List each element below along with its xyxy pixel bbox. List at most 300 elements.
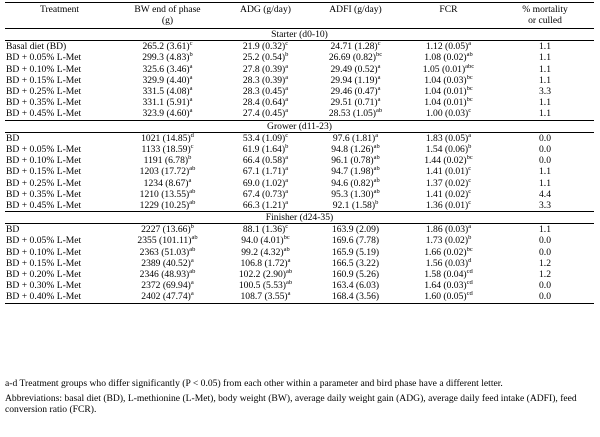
cell-adfi-value: 26.69 (0.82) <box>328 52 377 64</box>
cell-adfi <box>310 247 401 258</box>
phase-label: Grower (d11-23) <box>5 120 594 132</box>
cell-adfi <box>310 97 401 108</box>
cell-mortality <box>496 64 594 75</box>
table-row <box>5 155 594 166</box>
cell-fcr <box>401 132 496 144</box>
cell-mortality-value: 1.1 <box>539 41 551 53</box>
significance-letter: b <box>189 52 193 59</box>
header-bw-line2: (g) <box>161 15 174 26</box>
significance-letter: c <box>190 143 194 150</box>
results-table <box>5 2 594 304</box>
significance-letter: bc <box>283 235 290 242</box>
cell-bw <box>114 144 221 155</box>
significance-letter: ab <box>373 166 380 173</box>
cell-adfi <box>310 52 401 63</box>
significance-letter: c <box>468 177 472 184</box>
cell-mortality <box>496 258 594 269</box>
cell-adg-value: 88.1 (1.36) <box>242 224 286 236</box>
cell-adg <box>221 132 310 144</box>
significance-letter: b <box>285 52 289 59</box>
cell-fcr <box>401 166 496 177</box>
cell-bw <box>114 108 221 120</box>
cell-treatment-value: BD + 0.20% L-Met <box>6 269 82 281</box>
significance-letter: a <box>285 177 289 184</box>
cell-treatment-value: BD + 0.15% L-Met <box>6 257 82 269</box>
significance-letter: ab <box>373 177 380 184</box>
significance-letter: a <box>189 74 193 81</box>
significance-letter: c <box>285 40 289 48</box>
cell-bw <box>114 64 221 75</box>
cell-fcr-value: 1.04 (0.01) <box>424 86 467 98</box>
significance-letter: ab <box>286 268 293 275</box>
cell-treatment-value: BD + 0.15% L-Met <box>6 74 82 86</box>
cell-treatment-value: BD + 0.05% L-Met <box>6 143 82 155</box>
cell-fcr <box>401 64 496 75</box>
cell-adfi <box>310 269 401 280</box>
cell-adfi <box>310 235 401 246</box>
cell-mortality <box>496 269 594 280</box>
cell-bw <box>114 189 221 200</box>
cell-fcr-value: 1.12 (0.05) <box>425 41 469 53</box>
significance-letter: d <box>468 257 472 264</box>
significance-letter: c <box>285 223 289 231</box>
cell-fcr <box>401 291 496 303</box>
cell-mortality <box>496 52 594 63</box>
cell-treatment-value: BD + 0.35% L-Met <box>6 188 82 200</box>
table-row <box>5 97 594 108</box>
significance-letter: c <box>468 188 472 195</box>
cell-adfi <box>310 75 401 86</box>
header-adfi: ADFI (g/day) <box>310 3 401 29</box>
cell-adg <box>221 177 310 188</box>
significance-letter: a <box>285 74 289 81</box>
cell-fcr <box>401 41 496 53</box>
cell-adg <box>221 144 310 155</box>
cell-fcr-value: 1.08 (0.02) <box>424 52 467 64</box>
cell-fcr-value: 1.86 (0.03) <box>425 224 469 236</box>
cell-bw <box>114 177 221 188</box>
significance-letter: ab <box>191 235 198 242</box>
cell-adfi-value: 97.6 (1.81) <box>332 132 376 144</box>
cell-mortality-value: 4.4 <box>539 188 551 200</box>
significance-letter: a <box>377 85 381 92</box>
cell-bw <box>114 132 221 144</box>
cell-fcr <box>401 52 496 63</box>
cell-adg-value: 100.5 (5.53) <box>238 280 287 292</box>
cell-fcr-value: 1.64 (0.03) <box>424 280 467 292</box>
significance-letter: d <box>190 132 194 139</box>
cell-adg-value: 99.2 (4.32) <box>241 246 284 258</box>
table-row <box>5 86 594 97</box>
header-bw <box>114 3 221 29</box>
cell-mortality <box>496 155 594 166</box>
cell-treatment <box>5 247 114 258</box>
significance-letter: a <box>189 97 193 104</box>
cell-treatment-value: Basal diet (BD) <box>6 41 67 53</box>
significance-letter: cd <box>466 280 473 287</box>
cell-adg-value: 67.1 (1.71) <box>242 166 286 178</box>
cell-bw <box>114 52 221 63</box>
cell-treatment-value: BD + 0.25% L-Met <box>6 86 82 98</box>
cell-treatment <box>5 224 114 236</box>
significance-letter: a <box>287 257 291 264</box>
cell-fcr <box>401 97 496 108</box>
table-row <box>5 224 594 236</box>
cell-adfi-value: 96.1 (0.78) <box>331 155 374 167</box>
cell-fcr-value: 1.37 (0.02) <box>425 177 469 189</box>
cell-adg <box>221 75 310 86</box>
significance-letter: b <box>188 155 192 161</box>
significance-letter: ab <box>189 166 196 173</box>
significance-letter: a <box>189 108 193 115</box>
cell-adfi-value: 166.5 (3.22) <box>331 257 380 269</box>
significance-letter: c <box>189 40 193 48</box>
significance-letter: cd <box>466 291 473 298</box>
header-mortality-line2: or culled <box>528 15 562 26</box>
cell-mortality <box>496 97 594 108</box>
cell-fcr-value: 1.00 (0.03) <box>425 108 469 120</box>
significance-letter: c <box>377 40 381 48</box>
table-row <box>5 189 594 200</box>
cell-fcr <box>401 75 496 86</box>
significance-letter: ab <box>283 246 290 253</box>
significance-letter: bc <box>466 74 473 81</box>
cell-fcr-value: 1.73 (0.02) <box>425 235 469 247</box>
cell-adg-value: 25.2 (0.54) <box>242 52 286 64</box>
cell-bw-value: 2355 (101.11) <box>137 235 192 247</box>
significance-letter: ab <box>189 199 196 206</box>
significance-letter: a <box>377 63 381 70</box>
cell-adg <box>221 64 310 75</box>
significance-letter: a <box>287 291 291 298</box>
significance-letter: abc <box>465 63 475 70</box>
cell-adg <box>221 224 310 236</box>
cell-treatment-value: BD + 0.15% L-Met <box>6 166 82 178</box>
cell-adfi-value: 165.9 (5.19) <box>331 246 380 258</box>
cell-bw-value: 1021 (14.85) <box>141 132 191 144</box>
cell-mortality <box>496 247 594 258</box>
cell-mortality <box>496 291 594 303</box>
table-row <box>5 52 594 63</box>
cell-adg <box>221 41 310 53</box>
significance-letter: ab <box>466 52 473 59</box>
cell-adfi <box>310 108 401 120</box>
cell-fcr <box>401 280 496 291</box>
cell-mortality-value: 0.0 <box>539 143 551 155</box>
cell-adfi-value: 169.6 (7.78) <box>331 235 380 247</box>
significance-letter: ab <box>189 188 196 195</box>
cell-mortality-value: 1.1 <box>539 177 551 189</box>
significance-letter: ab <box>373 155 380 161</box>
cell-treatment <box>5 280 114 291</box>
significance-letter: a <box>285 85 289 92</box>
cell-bw-value: 2363 (51.03) <box>139 246 190 258</box>
cell-fcr <box>401 247 496 258</box>
significance-letter: a <box>285 97 289 104</box>
cell-treatment <box>5 155 114 166</box>
cell-adg-value: 28.3 (0.45) <box>242 86 286 98</box>
cell-bw <box>114 269 221 280</box>
significance-letter: a <box>377 97 381 104</box>
cell-treatment <box>5 235 114 246</box>
cell-mortality <box>496 189 594 200</box>
cell-fcr-value: 1.58 (0.04) <box>424 269 467 281</box>
cell-fcr <box>401 189 496 200</box>
cell-adg <box>221 235 310 246</box>
document-page <box>0 2 600 437</box>
cell-adg <box>221 280 310 291</box>
cell-mortality-value: 0.0 <box>539 246 551 258</box>
cell-mortality <box>496 144 594 155</box>
cell-adfi <box>310 189 401 200</box>
cell-treatment-value: BD + 0.25% L-Met <box>6 177 82 189</box>
cell-bw <box>114 258 221 269</box>
cell-treatment <box>5 41 114 53</box>
significance-letter: b <box>468 143 472 150</box>
cell-mortality <box>496 86 594 97</box>
cell-treatment <box>5 75 114 86</box>
cell-mortality-value: 0.0 <box>539 291 551 303</box>
cell-bw-value: 2389 (40.52) <box>141 257 191 269</box>
significance-letter: ab <box>373 143 380 150</box>
cell-adfi <box>310 86 401 97</box>
cell-bw <box>114 155 221 166</box>
cell-fcr-value: 1.60 (0.05) <box>424 291 467 303</box>
cell-bw <box>114 200 221 212</box>
table-row <box>5 108 594 120</box>
cell-treatment <box>5 291 114 303</box>
significance-letter: ab <box>373 188 380 195</box>
cell-bw-value: 2227 (13.66) <box>141 224 191 236</box>
cell-adfi-value: 94.8 (1.26) <box>331 143 374 155</box>
cell-adg-value: 66.4 (0.58) <box>242 155 286 167</box>
cell-adg <box>221 86 310 97</box>
significance-letter: a <box>190 280 194 287</box>
significance-letter: b <box>285 143 289 150</box>
cell-treatment <box>5 132 114 144</box>
phase-header-row <box>5 29 594 41</box>
cell-fcr-value: 1.36 (0.01) <box>425 199 469 211</box>
header-bw-line1: BW end of phase <box>134 4 201 15</box>
cell-adfi-value: 28.53 (1.05) <box>328 108 377 120</box>
cell-bw-value: 2346 (48.93) <box>139 269 190 281</box>
header-mortality-line1: % mortality <box>522 4 568 15</box>
cell-bw <box>114 41 221 53</box>
cell-adg <box>221 155 310 166</box>
significance-letter: a <box>468 223 472 231</box>
cell-mortality <box>496 41 594 53</box>
cell-bw <box>114 280 221 291</box>
cell-adg-value: 66.3 (1.21) <box>242 199 286 211</box>
significance-letter: a <box>285 63 289 70</box>
footnotes <box>5 378 595 419</box>
significance-letter: c <box>468 166 472 173</box>
cell-fcr <box>401 258 496 269</box>
cell-adg-value: 61.9 (1.64) <box>242 143 286 155</box>
cell-mortality-value: 3.3 <box>539 86 551 98</box>
cell-adfi-value: 163.4 (6.03) <box>331 280 380 292</box>
cell-mortality <box>496 132 594 144</box>
cell-fcr-value: 1.66 (0.02) <box>424 246 467 258</box>
header-fcr: FCR <box>401 3 496 29</box>
phase-header-row <box>5 212 594 224</box>
cell-adg-value: 21.9 (0.32) <box>242 41 286 53</box>
cell-treatment-value: BD + 0.10% L-Met <box>6 63 82 75</box>
header-treatment: Treatment <box>5 3 114 29</box>
cell-mortality <box>496 166 594 177</box>
cell-fcr <box>401 108 496 120</box>
table-row <box>5 144 594 155</box>
cell-adg-value: 27.4 (0.45) <box>242 108 286 120</box>
cell-mortality-value: 1.1 <box>539 52 551 64</box>
cell-adfi-value: 29.49 (0.52) <box>330 63 378 75</box>
cell-treatment <box>5 97 114 108</box>
header-adg: ADG (g/day) <box>221 3 310 29</box>
significance-letter: ab <box>189 246 196 253</box>
cell-fcr <box>401 177 496 188</box>
cell-mortality-value: 1.1 <box>539 74 551 86</box>
cell-treatment-value: BD + 0.10% L-Met <box>6 246 82 258</box>
cell-mortality <box>496 200 594 212</box>
cell-treatment <box>5 269 114 280</box>
phase-label: Finisher (d24-35) <box>5 212 594 224</box>
cell-bw-value: 1191 (6.78) <box>143 155 189 167</box>
significance-letter: bc <box>466 246 473 253</box>
cell-fcr <box>401 235 496 246</box>
cell-treatment-value: BD + 0.45% L-Met <box>6 199 82 211</box>
cell-adfi <box>310 144 401 155</box>
cell-bw <box>114 291 221 303</box>
significance-letter: b <box>190 223 194 231</box>
cell-mortality-value: 0.0 <box>539 155 551 167</box>
cell-treatment <box>5 86 114 97</box>
cell-mortality <box>496 280 594 291</box>
cell-adfi <box>310 41 401 53</box>
cell-treatment-value: BD <box>6 224 20 236</box>
phase-label: Starter (d0-10) <box>5 29 594 41</box>
header-mortality <box>496 3 594 29</box>
cell-adfi-value: 24.71 (1.28) <box>330 41 378 53</box>
cell-mortality-value: 1.1 <box>539 97 551 109</box>
cell-adg <box>221 189 310 200</box>
significance-letter: c <box>468 199 472 206</box>
cell-fcr-value: 1.04 (0.01) <box>424 97 467 109</box>
cell-adg <box>221 269 310 280</box>
cell-bw-value: 299.3 (4.83) <box>142 52 190 64</box>
cell-bw-value: 1229 (10.25) <box>139 199 190 211</box>
cell-fcr-value: 1.41 (0.02) <box>425 188 469 200</box>
cell-fcr <box>401 269 496 280</box>
table-row <box>5 291 594 303</box>
table-row <box>5 258 594 269</box>
cell-adfi <box>310 64 401 75</box>
cell-adg-value: 28.4 (0.64) <box>242 97 286 109</box>
cell-adfi-value: 163.9 (2.09) <box>331 224 380 236</box>
cell-mortality-value: 0.0 <box>539 235 551 247</box>
cell-bw-value: 2402 (47.74) <box>141 291 191 303</box>
significance-letter: c <box>468 108 472 115</box>
cell-treatment-value: BD + 0.40% L-Met <box>6 291 82 303</box>
abbreviations-note: Abbreviations: basal diet (BD), L-methionine (L-Met), body weight (BW), average daily weight gain (ADG), average daily feed intake (ADFI), feed conversion ratio (FCR). <box>5 392 577 416</box>
cell-bw <box>114 166 221 177</box>
cell-fcr-value: 1.44 (0.02) <box>424 155 467 167</box>
cell-bw-value: 331.5 (4.08) <box>142 86 190 98</box>
cell-bw-value: 2372 (69.94) <box>141 280 191 292</box>
cell-adg-value: 28.3 (0.39) <box>242 74 286 86</box>
significance-letter: ab <box>286 280 293 287</box>
phase-header-row <box>5 120 594 132</box>
cell-fcr <box>401 200 496 212</box>
cell-adfi-value: 29.94 (1.19) <box>330 74 378 86</box>
cell-fcr <box>401 224 496 236</box>
cell-treatment <box>5 177 114 188</box>
cell-adg-value: 69.0 (1.02) <box>242 177 286 189</box>
significance-letter: bc <box>466 97 473 104</box>
cell-mortality-value: 1.2 <box>539 269 551 281</box>
cell-treatment-value: BD + 0.45% L-Met <box>6 108 82 120</box>
cell-bw <box>114 247 221 258</box>
cell-adfi-value: 94.7 (1.98) <box>331 166 374 178</box>
cell-adg <box>221 97 310 108</box>
cell-adfi-value: 95.3 (1.30) <box>331 188 374 200</box>
cell-adg <box>221 166 310 177</box>
cell-adfi <box>310 155 401 166</box>
cell-fcr-value: 1.54 (0.06) <box>425 143 469 155</box>
cell-adfi-value: 29.51 (0.71) <box>330 97 378 109</box>
cell-adg <box>221 258 310 269</box>
cell-adfi-value: 29.46 (0.47) <box>330 86 378 98</box>
cell-treatment-value: BD <box>6 132 20 144</box>
cell-mortality-value: 1.1 <box>539 224 551 236</box>
cell-fcr-value: 1.41 (0.01) <box>425 166 469 178</box>
cell-fcr-value: 1.56 (0.03) <box>425 257 469 269</box>
cell-bw-value: 331.1 (5.91) <box>142 97 190 109</box>
table-row <box>5 269 594 280</box>
cell-adg-value: 102.2 (2.90) <box>238 269 287 281</box>
significance-letter: a <box>190 257 194 264</box>
significance-letter: bc <box>466 155 473 161</box>
significance-letter: bc <box>376 52 383 59</box>
significance-letter: a <box>189 85 193 92</box>
table-row <box>5 75 594 86</box>
cell-treatment-value: BD + 0.30% L-Met <box>6 280 82 292</box>
cell-adg <box>221 200 310 212</box>
cell-fcr <box>401 155 496 166</box>
cell-treatment <box>5 108 114 120</box>
cell-bw-value: 265.2 (3.61) <box>142 41 190 53</box>
cell-treatment <box>5 144 114 155</box>
cell-treatment <box>5 52 114 63</box>
significance-note: a-d Treatment groups who differ significantly (P < 0.05) from each other within a parameter and bird phase have a different letter. <box>5 378 503 389</box>
cell-adfi <box>310 280 401 291</box>
cell-mortality-value: 0.0 <box>539 132 551 144</box>
cell-treatment-value: BD + 0.10% L-Met <box>6 155 82 167</box>
cell-adg <box>221 247 310 258</box>
cell-adg <box>221 291 310 303</box>
significance-letter: ab <box>376 108 383 115</box>
cell-fcr-value: 1.83 (0.05) <box>425 132 469 144</box>
cell-mortality-value: 3.3 <box>539 199 551 211</box>
table-row <box>5 132 594 144</box>
significance-letter: a <box>188 177 192 184</box>
significance-letter: a <box>285 166 289 173</box>
cell-adg-value: 106.8 (1.72) <box>240 257 288 269</box>
cell-mortality <box>496 235 594 246</box>
cell-bw-value: 323.9 (4.60) <box>142 108 190 120</box>
cell-bw-value: 325.6 (3.46) <box>142 63 190 75</box>
significance-letter: cd <box>466 268 473 275</box>
header-row <box>5 3 594 29</box>
